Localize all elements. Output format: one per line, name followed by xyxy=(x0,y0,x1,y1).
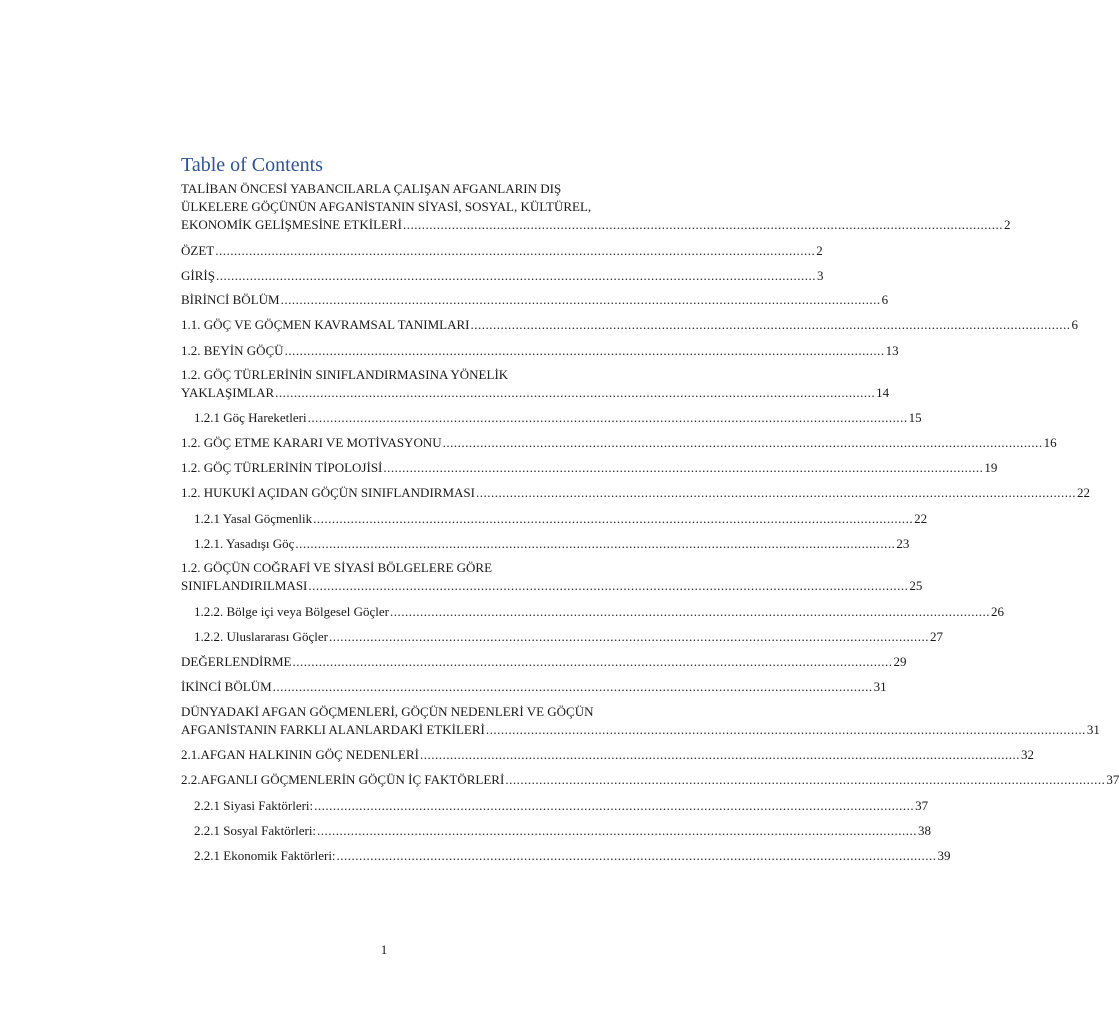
toc-entry[interactable] xyxy=(181,771,1119,789)
toc-entry[interactable] xyxy=(181,434,1057,452)
dot-leader: ................................................................................................................................................................ xyxy=(313,511,914,526)
dot-leader: ................................................................................................................................................................ xyxy=(475,485,1076,500)
toc-entry-title: İKİNCİ BÖLÜM xyxy=(181,679,272,694)
dot-leader: ................................................................................................................................................................ xyxy=(280,292,881,307)
toc-entry[interactable] xyxy=(194,535,910,553)
toc-entry[interactable] xyxy=(194,603,1004,621)
toc-entry[interactable] xyxy=(194,822,932,840)
toc-entry-page: 22 xyxy=(914,511,928,526)
toc-entry[interactable] xyxy=(181,366,890,402)
toc-entry-page: 16 xyxy=(1043,435,1057,450)
dot-leader: ................................................................................................................................................................ xyxy=(307,410,908,425)
toc-entry-heading-line: 1.2. GÖÇÜN COĞRAFİ VE SİYASİ BÖLGELERE GÖRE xyxy=(181,560,493,575)
toc-entry-line xyxy=(194,822,932,840)
toc-entry-heading-line: TALİBAN ÖNCESİ YABANCILARLA ÇALIŞAN AFGANLARIN DIŞ xyxy=(181,181,562,196)
toc-entry-line xyxy=(181,384,890,402)
toc-entry-line xyxy=(181,216,1011,234)
toc-entry-line xyxy=(194,603,1004,621)
toc-entry-page: 13 xyxy=(885,343,899,358)
toc-entry-page: 2 xyxy=(816,243,823,258)
dot-leader: ................................................................................................................................................................ xyxy=(275,385,876,400)
toc-entry-title: YAKLAŞIMLAR xyxy=(181,385,275,400)
dot-leader: ................................................................................................................................................................ xyxy=(328,629,929,644)
toc-entry-page: 31 xyxy=(1086,722,1100,737)
toc-entry[interactable] xyxy=(181,342,899,360)
toc-entry[interactable] xyxy=(181,559,923,595)
toc-entry-heading-line: ÜLKELERE GÖÇÜNÜN AFGANİSTANIN SİYASİ, SOSYAL, KÜLTÜREL, xyxy=(181,199,592,214)
toc-entry-page: 14 xyxy=(876,385,890,400)
toc-entry-line xyxy=(181,242,823,260)
toc-entry-line xyxy=(181,434,1057,452)
toc-entry-heading-line: 1.2. GÖÇ TÜRLERİNİN SINIFLANDIRMASINA YÖNELİK xyxy=(181,367,509,382)
toc-entry-line xyxy=(181,721,1100,739)
dot-leader: ................................................................................................................................................................ xyxy=(295,536,896,551)
toc-entry-line xyxy=(194,797,929,815)
toc-entry-heading-line: DÜNYADAKİ AFGAN GÖÇMENLERİ, GÖÇÜN NEDENLERİ VE GÖÇÜN xyxy=(181,704,594,719)
toc-entry-title: GİRİŞ xyxy=(181,268,215,283)
toc-entry[interactable] xyxy=(181,678,887,696)
toc-entry-title: AFGANLI GÖÇMENLERİN GÖÇÜN İÇ FAKTÖRLERİ xyxy=(200,772,505,787)
toc-entry-page: 15 xyxy=(908,410,922,425)
dot-leader: ................................................................................................................................................................ xyxy=(215,268,816,283)
toc-entry[interactable] xyxy=(181,242,823,260)
toc-entry-page: 27 xyxy=(929,629,943,644)
toc-entry-page: 6 xyxy=(881,292,889,307)
toc-entry-title: 1.2. GÖÇ ETME KARARI VE MOTİVASYONU xyxy=(181,435,442,450)
toc-entry-line xyxy=(181,484,1090,502)
toc-entry-line xyxy=(181,459,998,477)
toc-entry-number: 2.2. xyxy=(181,772,201,787)
toc-entry[interactable] xyxy=(181,459,998,477)
toc-entry-title: 1.2.1 Yasal Göçmenlik xyxy=(194,511,313,526)
toc-entry-page: 38 xyxy=(918,823,932,838)
dot-leader: ................................................................................................................................................................ xyxy=(402,217,1003,232)
toc-entry-title: EKONOMİK GELİŞMESİNE ETKİLERİ xyxy=(181,217,402,232)
toc-entry-title: BİRİNCİ BÖLÜM xyxy=(181,292,280,307)
dot-leader: ................................................................................................................................................................ xyxy=(317,823,918,838)
toc-entry-title: AFGAN HALKININ GÖÇ NEDENLERİ xyxy=(200,747,419,762)
page-number: 1 xyxy=(380,942,388,957)
toc-entry[interactable] xyxy=(194,797,929,815)
toc-entry[interactable] xyxy=(181,291,889,309)
dot-leader: ................................................................................................................................................................ xyxy=(272,679,873,694)
toc-entry-line xyxy=(181,771,1119,789)
toc-entry-line xyxy=(181,291,889,309)
toc-entry-page: 3 xyxy=(816,268,824,283)
toc-entry-title: 2.2.1 Ekonomik Faktörleri: xyxy=(194,848,336,863)
toc-entry-line xyxy=(194,847,951,865)
toc-entry-page: 23 xyxy=(896,536,910,551)
toc-entry[interactable] xyxy=(194,628,943,646)
toc-entry-title: 1.2.2. Uluslararası Göçler xyxy=(194,629,328,644)
toc-entry-page: 6 xyxy=(1071,317,1078,332)
toc-entry-line xyxy=(181,746,1034,764)
dot-leader: ................................................................................................................................................................ xyxy=(389,604,990,619)
toc-entry-title: 1.2. HUKUKİ AÇIDAN GÖÇÜN SINIFLANDIRMASI xyxy=(181,485,475,500)
toc-entry-line xyxy=(194,535,910,553)
toc-entry-title: DEĞERLENDİRME xyxy=(181,654,292,669)
toc-entry-page: 29 xyxy=(893,654,907,669)
toc-entry-page: 39 xyxy=(937,848,951,863)
toc-entry-line xyxy=(194,510,928,528)
toc-entry-page: 31 xyxy=(873,679,887,694)
toc-entry-line xyxy=(194,628,943,646)
toc-entry[interactable] xyxy=(194,510,928,528)
toc-entry[interactable] xyxy=(194,409,922,427)
dot-leader: ................................................................................................................................................................ xyxy=(215,243,816,258)
toc-entry-line xyxy=(181,316,1078,334)
toc-entry[interactable] xyxy=(181,316,1078,334)
toc-entry-title: 1.2. BEYİN GÖÇÜ xyxy=(181,343,284,358)
toc-entry-line xyxy=(181,342,899,360)
dot-leader: ................................................................................................................................................................ xyxy=(485,722,1086,737)
toc-entry-line xyxy=(181,678,887,696)
toc-entry-page: 32 xyxy=(1020,747,1034,762)
toc-entry-page: 26 xyxy=(990,604,1004,619)
toc-entry-title: AFGANİSTANIN FARKLI ALANLARDAKİ ETKİLERİ xyxy=(181,722,485,737)
dot-leader: ................................................................................................................................................................ xyxy=(505,772,1106,787)
toc-entry-title: 2.2.1 Siyasi Faktörleri: xyxy=(194,798,314,813)
toc-entry[interactable] xyxy=(181,484,1090,502)
toc-entry-page: 37 xyxy=(1106,772,1119,787)
dot-leader: ................................................................................................................................................................ xyxy=(308,578,909,593)
toc-entry[interactable] xyxy=(181,653,907,671)
dot-leader: ................................................................................................................................................................ xyxy=(419,747,1020,762)
dot-leader: ................................................................................................................................................................ xyxy=(383,460,984,475)
toc-entry-title: ÖZET xyxy=(181,243,215,258)
toc-entry-title: SINIFLANDIRILMASI xyxy=(181,578,308,593)
dot-leader: ................................................................................................................................................................ xyxy=(284,343,885,358)
toc-title: Table of Contents xyxy=(181,154,323,176)
toc-entry-line xyxy=(181,653,907,671)
toc-entry-page: 37 xyxy=(915,798,929,813)
toc-entry-page: 2 xyxy=(1003,217,1011,232)
toc-entry-page: 19 xyxy=(984,460,998,475)
toc-entry-number: 2.1. xyxy=(181,747,201,762)
toc-entry-line xyxy=(194,409,922,427)
toc-entry-line xyxy=(181,577,923,595)
toc-entry[interactable] xyxy=(194,847,951,865)
toc-entry[interactable] xyxy=(181,703,1100,739)
toc-entry-title: 1.2.1. Yasadışı Göç xyxy=(194,536,295,551)
dot-leader: ................................................................................................................................................................ xyxy=(470,317,1071,332)
toc-entry[interactable] xyxy=(181,180,1011,234)
dot-leader: ................................................................................................................................................................ xyxy=(336,848,937,863)
toc-entry-page: 22 xyxy=(1076,485,1090,500)
toc-entry[interactable] xyxy=(181,746,1034,764)
dot-leader: ................................................................................................................................................................ xyxy=(314,798,915,813)
toc-entry-line xyxy=(181,267,824,285)
dot-leader: ................................................................................................................................................................ xyxy=(442,435,1043,450)
toc-entry[interactable] xyxy=(181,267,824,285)
dot-leader: ................................................................................................................................................................ xyxy=(292,654,893,669)
toc-entry-title: 1.2.1 Göç Hareketleri xyxy=(194,410,307,425)
toc-entry-page: 25 xyxy=(909,578,923,593)
toc-entry-title: 1.2. GÖÇ TÜRLERİNİN TİPOLOJİSİ xyxy=(181,460,383,475)
toc-entry-title: 1.1. GÖÇ VE GÖÇMEN KAVRAMSAL TANIMLARI xyxy=(181,317,470,332)
toc-entry-title: 2.2.1 Sosyal Faktörleri: xyxy=(194,823,317,838)
toc-entry-title: 1.2.2. Bölge içi veya Bölgesel Göçler xyxy=(194,604,389,619)
